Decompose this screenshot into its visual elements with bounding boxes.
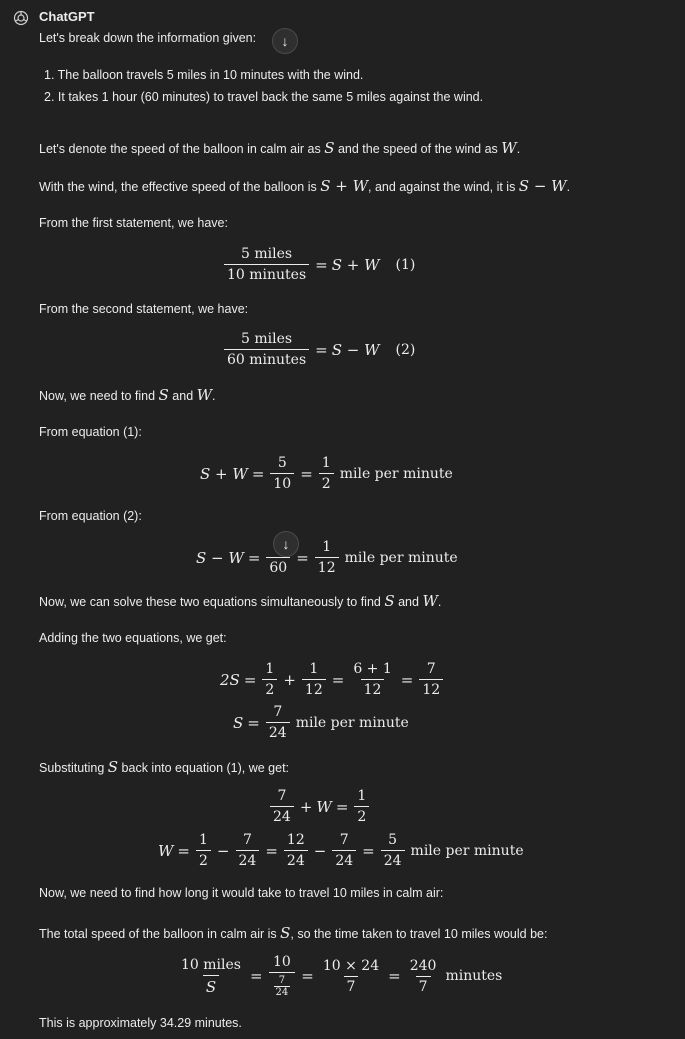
equation-substitute: $\frac{7}{24}$ + W = $\frac{1}{2}$	[268, 788, 371, 825]
equation-sum-speed: S + W = $\frac{5}{10}$ = $\frac{1}{2}$ mile per minute	[200, 455, 453, 492]
equation-diff-speed: S − W = 60 = $\frac{1}{12}$ mile per minute	[196, 539, 458, 576]
paragraph-approx: This is approximately 34.29 minutes.	[39, 1016, 242, 1030]
paragraph-denote: Let's denote the speed of the balloon in calm air as S and the speed of the wind as W.	[39, 139, 521, 157]
paragraph-total: The total speed of the balloon in calm air is S, so the time taken to travel 10 miles would be:	[39, 924, 548, 942]
equation-time: $\frac{\text{10 miles}}{S}$ = $\frac{10}{\frac{7}{24}}$ = $\frac{10 \times 24}{7}$ = $\frac{240}{7}$ minutes	[181, 954, 503, 998]
paragraph-from-eq1: From equation (1):	[39, 425, 142, 439]
avatar	[13, 10, 29, 26]
paragraph-time: Now, we need to find how long it would take to travel 10 miles in calm air:	[39, 886, 444, 900]
paragraph-adding: Adding the two equations, we get:	[39, 631, 227, 645]
paragraph-from-eq2: From equation (2):	[39, 509, 142, 523]
equation-s-value: S = $\frac{7}{24}$ mile per minute	[233, 704, 409, 741]
paragraph-second-statement: From the second statement, we have:	[39, 302, 249, 316]
assistant-name: ChatGPT	[39, 9, 95, 24]
arrow-down-icon: ↓	[281, 33, 289, 49]
paragraph-solve: Now, we can solve these two equations simultaneously to find S and W.	[39, 592, 442, 610]
paragraph-substitute: Substituting S back into equation (1), we get:	[39, 758, 290, 776]
list-item: 1. The balloon travels 5 miles in 10 minutes with the wind.	[44, 68, 364, 82]
equation-2: $\frac{\text{5 miles}}{\text{60 minutes}}$ = S − W (2)	[222, 331, 415, 368]
equation-two-s: 2S = $\frac{1}{2}$ + $\frac{1}{12}$ = $\frac{6 + 1}{12}$ = $\frac{7}{12}$	[220, 661, 445, 698]
intro-text: Let's break down the information given:	[39, 31, 257, 45]
paragraph-find: Now, we need to find S and W.	[39, 386, 216, 404]
scroll-down-button[interactable]	[272, 28, 298, 54]
scroll-down-button[interactable]	[273, 531, 299, 557]
equation-w-value: W = $\frac{1}{2}$ − $\frac{7}{24}$ = $\frac{12}{24}$ − $\frac{7}{24}$ = $\frac{5}{24}$ mile per minute	[158, 832, 524, 869]
paragraph-effective: With the wind, the effective speed of the balloon is S + W, and against the wind, it is S − W.	[39, 177, 571, 195]
equation-1: $\frac{\text{5 miles}}{\text{10 minutes}}$ = S + W (1)	[222, 246, 415, 283]
paragraph-first-statement: From the first statement, we have:	[39, 216, 228, 230]
list-item: 2. It takes 1 hour (60 minutes) to travel back the same 5 miles against the wind.	[44, 90, 484, 104]
arrow-down-icon: ↓	[282, 536, 290, 552]
openai-logo-icon	[13, 10, 29, 26]
